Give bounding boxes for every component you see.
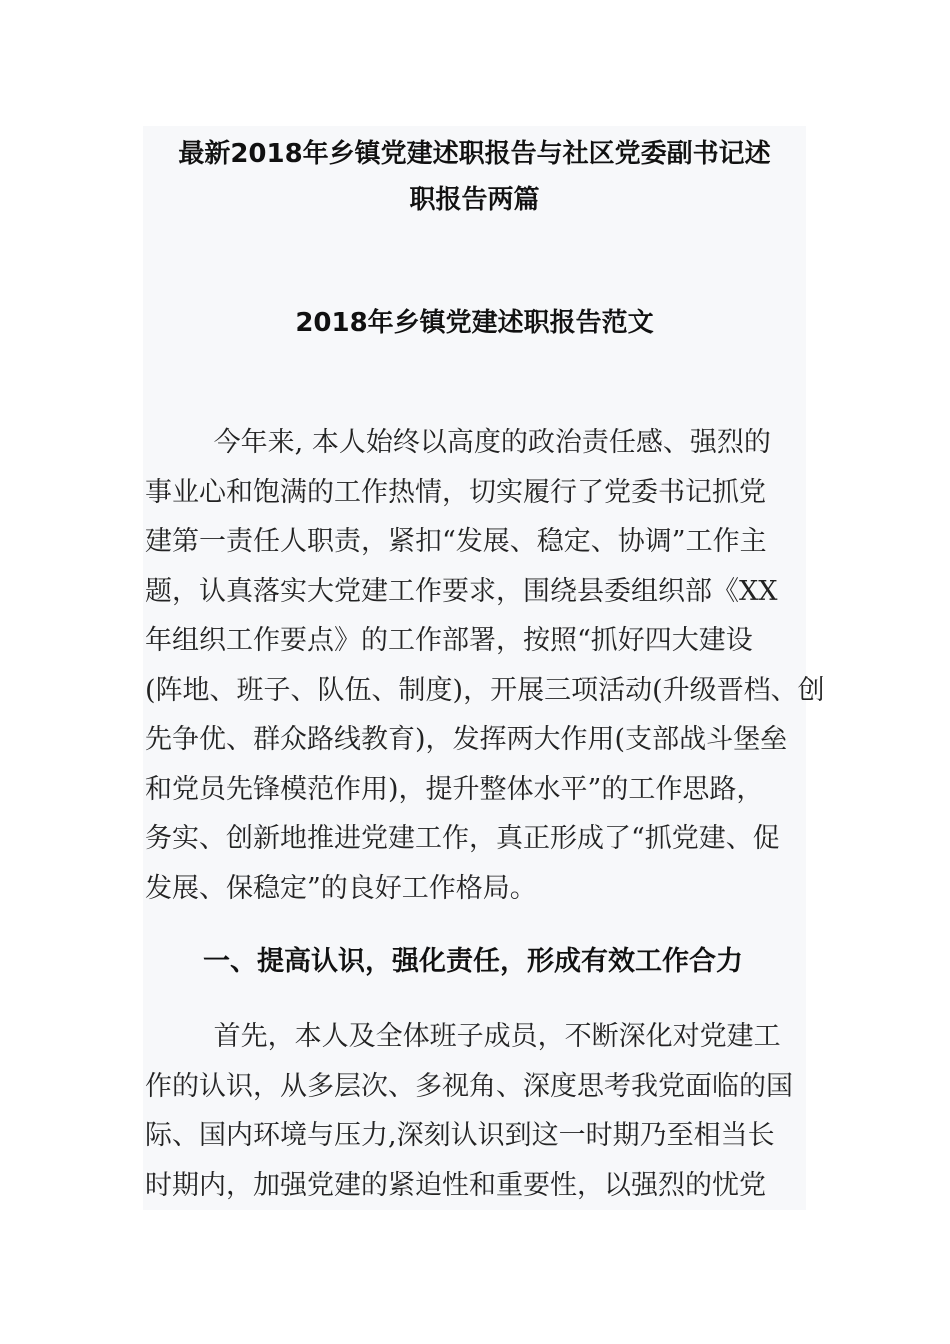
text-line: 际、国内环境与压力,深刻认识到这一时期乃至相当长: [145, 1120, 775, 1151]
main-title-line-1: 最新2018年乡镇党建述职报告与社区党委副书记述: [178, 139, 771, 169]
text-line: 和党员先锋模范作用)，提升整体水平”的工作思路，: [145, 773, 764, 805]
section-heading-1: 一、提高认识，强化责任，形成有效工作合力: [203, 946, 743, 977]
text-line: 题，认真落实大党建工作要求，围绕县委组织部《XX: [145, 575, 778, 607]
text-line: 先争优、群众路线教育)，发挥两大作用(支部战斗堡垒: [145, 724, 788, 755]
text-line: 时期内，加强党建的紧迫性和重要性，以强烈的忧党: [145, 1169, 766, 1201]
main-title-line-2: 职报告两篇: [409, 185, 540, 215]
text-line: 建第一责任人职责，紧扣“发展、稳定、协调”工作主: [145, 526, 767, 557]
text-line: 作的认识，从多层次、多视角、深度思考我党面临的国: [145, 1070, 793, 1102]
text-line: (阵地、班子、队伍、制度)，开展三项活动(升级晋档、创: [145, 674, 825, 706]
article-subtitle: 2018年乡镇党建述职报告范文: [295, 308, 654, 338]
text-line: 事业心和饱满的工作热情，切实履行了党委书记抓党: [145, 476, 766, 508]
paragraph-section-1: [145, 1012, 807, 1210]
text-line: 年组织工作要点》的工作部署，按照“抓好四大建设: [145, 625, 753, 656]
text-line: 首先，本人及全体班子成员，不断深化对党建工: [145, 1021, 781, 1052]
text-line: 务实、创新地推进党建工作，真正形成了“抓党建、促: [145, 823, 780, 854]
text-line: 发展、保稳定”的良好工作格局。: [145, 872, 537, 904]
text-line: 今年来, 本人始终以高度的政治责任感、强烈的: [145, 427, 771, 458]
paragraph-intro: [145, 418, 825, 913]
